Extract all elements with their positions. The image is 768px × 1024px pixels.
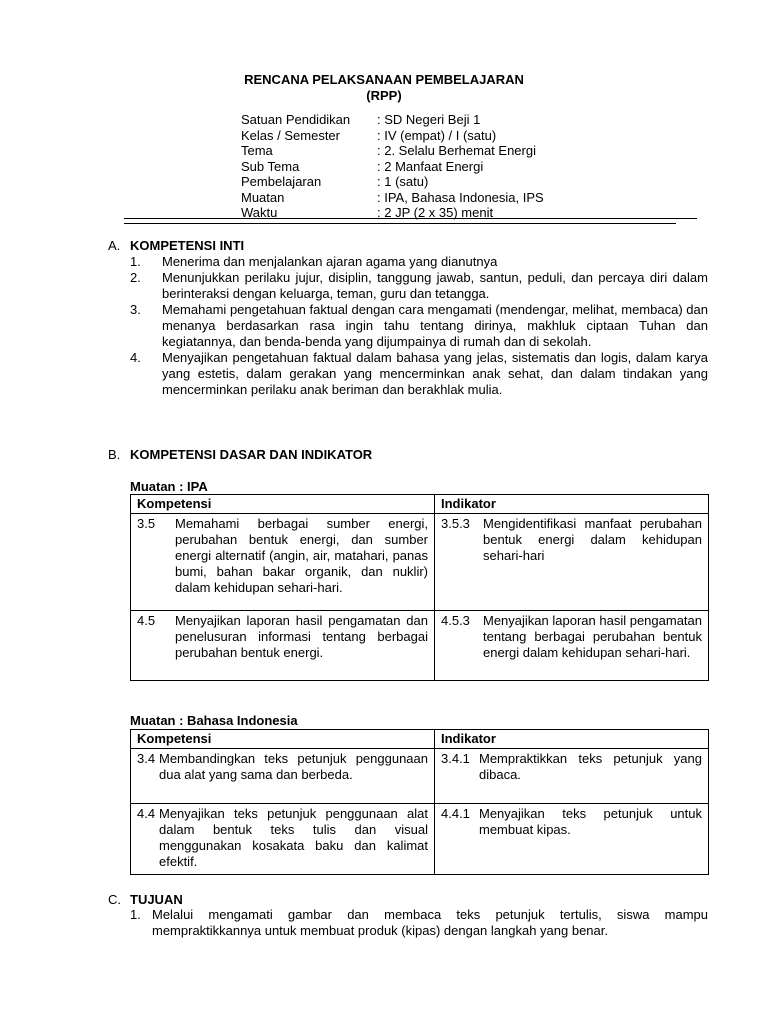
- table-row: [131, 749, 709, 804]
- kompetensi-text: Memahami berbagai sumber energi, perubahan bentuk energi, dan sumber energi alternatif (angin, air, matahari, panas bumi, bahan bakar organik, dan nuklir) dalam kehidupan sehari-hari.: [175, 516, 428, 595]
- kompetensi-code: 4.4: [137, 806, 156, 821]
- kompetensi-cell: [131, 749, 435, 804]
- identity-label: Tema: [241, 143, 273, 158]
- column-header-kompetensi: Kompetensi: [131, 730, 435, 749]
- column-header-indikator: Indikator: [435, 495, 709, 514]
- table-row: [131, 514, 709, 611]
- section-letter: B.: [108, 447, 121, 462]
- list-number: 4.: [130, 350, 141, 365]
- list-text: Melalui mengamati gambar dan membaca teks petunjuk tertulis, siswa mampu mempraktikkannya untuk membuat produk (kipas) dengan langkah yang benar.: [152, 907, 708, 938]
- document-title: RENCANA PELAKSANAAN PEMBELAJARAN: [244, 72, 524, 87]
- indikator-cell: [435, 514, 709, 611]
- kompetensi-inti-list: [130, 254, 708, 398]
- section-b-heading: [108, 447, 372, 463]
- table-row: [131, 611, 709, 681]
- indikator-code: 4.5.3: [441, 613, 470, 628]
- section-c-heading: [108, 892, 183, 908]
- identity-label: Muatan: [241, 189, 285, 205]
- ipa-table: [130, 494, 709, 681]
- identity-label: Sub Tema: [241, 158, 300, 174]
- muatan-ipa-label: Muatan : IPA: [130, 479, 208, 494]
- indikator-text: Menyajikan teks petunjuk untuk membuat kipas.: [479, 806, 702, 837]
- kompetensi-code: 3.4: [137, 751, 156, 766]
- list-number: 2.: [130, 270, 141, 285]
- kompetensi-text: Membandingkan teks petunjuk penggunaan dua alat yang sama dan berbeda.: [159, 751, 428, 782]
- list-item: [130, 254, 708, 270]
- identity-value: : 2 JP (2 x 35) menit: [377, 205, 494, 220]
- list-item: [130, 302, 708, 350]
- kompetensi-cell: [131, 804, 435, 875]
- list-text: Menyajikan pengetahuan faktual dalam bahasa yang jelas, sistematis dan logis, dalam karya yang estetis, dalam gerakan yang mencerminkan anak sehat, dan dalam tindakan yang mencerminkan perilaku anak beriman dan berakhlak mulia.: [162, 350, 708, 397]
- identity-value: : 1 (satu): [377, 174, 429, 189]
- section-title: TUJUAN: [130, 892, 183, 907]
- section-a-heading: [108, 238, 244, 254]
- indikator-text: Mengidentifikasi manfaat perubahan bentuk energi dalam kehidupan sehari-hari: [483, 516, 702, 563]
- identity-row: [241, 174, 544, 190]
- table-header-row: [131, 730, 709, 749]
- section-title: KOMPETENSI DASAR DAN INDIKATOR: [130, 447, 373, 462]
- identity-value: : 2 Manfaat Energi: [377, 158, 484, 174]
- list-number: 1.: [130, 907, 141, 922]
- kompetensi-cell: [131, 611, 435, 681]
- section-title: KOMPETENSI INTI: [130, 238, 245, 253]
- indikator-cell: [435, 804, 709, 875]
- identity-label: Kelas / Semester: [241, 127, 340, 143]
- kompetensi-text: Menyajikan teks petunjuk penggunaan alat dalam bentuk teks tulis dan visual menggunakan kosakata baku dan kalimat efektif.: [159, 806, 428, 869]
- kompetensi-code: 4.5: [137, 613, 156, 628]
- list-text: Menunjukkan perilaku jujur, disiplin, tanggung jawab, santun, peduli, dan percaya diri dalam berinteraksi dengan keluarga, teman, guru dan tetangga.: [162, 270, 708, 301]
- table-row: [131, 804, 709, 875]
- identity-label: Waktu: [241, 205, 278, 220]
- identity-row: [241, 190, 544, 206]
- kompetensi-code: 3.5: [137, 516, 156, 531]
- identity-row: [241, 143, 544, 159]
- table-header-row: [131, 495, 709, 514]
- list-number: 3.: [130, 302, 141, 317]
- indikator-code: 3.4.1: [441, 751, 470, 766]
- kompetensi-text: Menyajikan laporan hasil pengamatan dan penelusuran informasi tentang berbagai perubahan bentuk energi.: [175, 613, 428, 660]
- kompetensi-cell: [131, 514, 435, 611]
- identity-block: [241, 112, 544, 221]
- identity-row: [241, 159, 544, 175]
- identity-row: [241, 112, 544, 128]
- column-header-kompetensi: Kompetensi: [131, 495, 435, 514]
- tujuan-list: [130, 907, 708, 939]
- indikator-text: Mempraktikkan teks petunjuk yang dibaca.: [479, 751, 702, 782]
- list-item: [130, 907, 708, 939]
- document-subtitle: (RPP): [366, 88, 402, 103]
- indikator-code: 4.4.1: [441, 806, 470, 821]
- bahasa-indonesia-table: [130, 729, 709, 875]
- identity-value: : SD Negeri Beji 1: [377, 112, 481, 127]
- identity-value: : IPA, Bahasa Indonesia, IPS: [377, 189, 544, 205]
- section-letter: C.: [108, 892, 121, 907]
- indikator-cell: [435, 611, 709, 681]
- indikator-text: Menyajikan laporan hasil pengamatan tentang berbagai perubahan bentuk energi dalam kehidupan sehari-hari.: [483, 613, 702, 660]
- muatan-bindo-label: Muatan : Bahasa Indonesia: [130, 713, 298, 728]
- indikator-code: 3.5.3: [441, 516, 470, 531]
- column-header-indikator: Indikator: [435, 730, 709, 749]
- divider-line: [124, 223, 676, 224]
- identity-row: [241, 128, 544, 144]
- indikator-cell: [435, 749, 709, 804]
- identity-value: : 2. Selalu Berhemat Energi: [377, 143, 536, 158]
- list-number: 1.: [130, 254, 141, 269]
- identity-label: Satuan Pendidikan: [241, 112, 351, 127]
- list-item: [130, 270, 708, 302]
- list-text: Memahami pengetahuan faktual dengan cara mengamati (mendengar, melihat, membaca) dan menanya berdasarkan rasa ingin tahu tentang dirinya, makhluk ciptaan Tuhan dan kegiatannya, dan benda-benda yang dijumpainya di rumah dan di sekolah.: [162, 302, 708, 349]
- identity-label: Pembelajaran: [241, 174, 322, 189]
- list-item: [130, 350, 708, 398]
- divider-line: [124, 218, 697, 219]
- section-letter: A.: [108, 238, 121, 253]
- identity-value: : IV (empat) / I (satu): [377, 127, 497, 143]
- list-text: Menerima dan menjalankan ajaran agama yang dianutnya: [162, 254, 498, 269]
